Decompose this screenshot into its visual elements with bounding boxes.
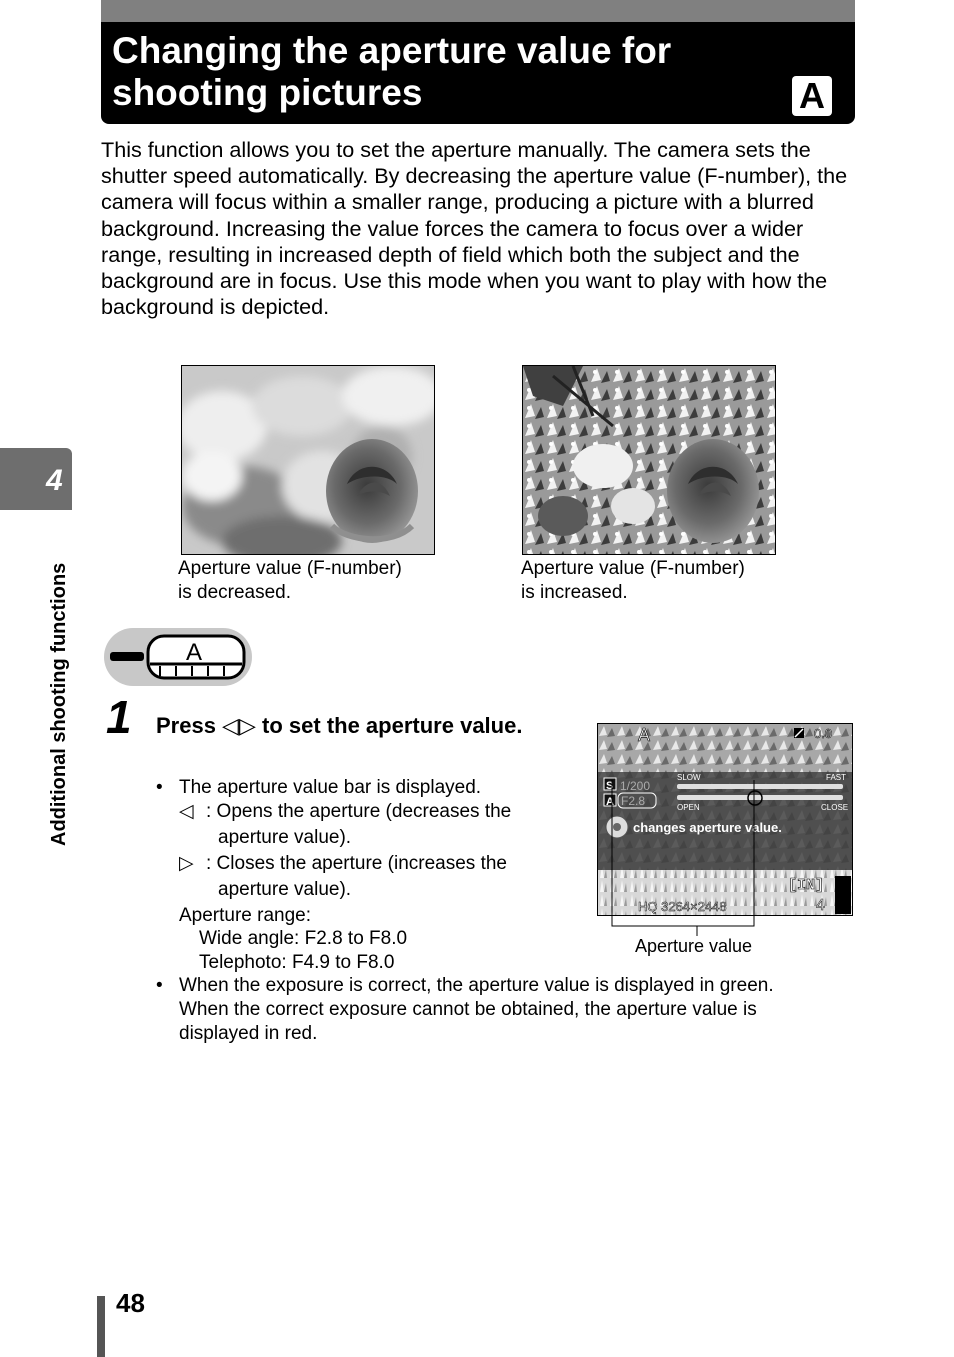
bullet-marker: • (156, 975, 163, 996)
left-arrow-desc-2: aperture value). (218, 827, 352, 848)
caption-line: is decreased. (178, 582, 292, 603)
aperture-mode-icon (792, 76, 832, 116)
aperture-range-label: Aperture range: (179, 905, 312, 926)
screen-slow-label: SLOW (677, 773, 701, 782)
step-number: 1 (106, 691, 132, 743)
right-arrow-desc-2: aperture value). (218, 879, 352, 900)
photo-aperture-decreased (181, 365, 435, 555)
exposure-line: When the correct exposure cannot be obtained, the aperture value is (179, 999, 757, 1020)
left-arrow-icon: ◁ (179, 801, 194, 822)
photo-caption-increased (521, 557, 745, 605)
step-heading (156, 712, 556, 739)
arrow-keys-icon: ◁▷ (222, 713, 256, 738)
dial-letter: A (185, 639, 203, 666)
screen-mode-letter: A (638, 725, 651, 745)
mode-dial-icon (104, 628, 252, 686)
bullet-aperture-bar: The aperture value bar is displayed. (179, 777, 482, 798)
caption-line: is increased. (521, 582, 628, 603)
screen-shutter-label: S (606, 780, 614, 792)
chapter-tab (0, 448, 72, 510)
footer-bar (97, 1296, 105, 1357)
caption-line: Aperture value (F-number) (521, 558, 745, 579)
screen-exposure-comp: 0.0 (814, 726, 833, 741)
photo-caption-decreased (178, 557, 402, 605)
screen-quality: HQ 3264×2448 (638, 899, 727, 914)
exposure-line: displayed in red. (179, 1023, 318, 1044)
screen-aperture-label: A (606, 796, 614, 808)
chapter-label: Additional shooting functions (48, 562, 70, 846)
callout-leader (590, 780, 790, 940)
right-arrow-icon: ▷ (179, 853, 194, 874)
intro-paragraph: This function allows you to set the aperture manually. The camera sets the shutter speed automatically. By decreasing the aperture value (F-number), the camera will focus within a smaller range, producing a picture with a blurred background. Increasing the value forces the camera to focus over a wider range, resulting in increased depth of field which both the subject and the background are in focus. Use this mode when you want to play with how the background is depicted. (101, 137, 848, 320)
bullet-exposure (179, 974, 859, 1046)
step-heading-rest: to set the aperture value. (255, 713, 523, 738)
left-arrow-desc-1: : Opens the aperture (decreases the (206, 801, 512, 822)
mode-badge-letter: A (799, 75, 825, 116)
screen-aperture-value: F2.8 (621, 794, 646, 808)
screen-hint: changes aperture value. (633, 820, 782, 835)
screen-caption: Aperture value (635, 936, 753, 956)
screen-shutter-value: 1/200 (620, 779, 651, 793)
screen-shots: 4 (816, 897, 825, 914)
screen-memory: [IN] (788, 877, 825, 894)
exposure-line: When the exposure is correct, the aperture value is displayed in green. (179, 975, 774, 996)
bullet-marker: • (156, 777, 163, 798)
caption-line: Aperture value (F-number) (178, 558, 402, 579)
page-title: Changing the aperture value for shooting pictures (112, 30, 672, 113)
screen-close-label: CLOSE (821, 803, 849, 812)
right-arrow-desc-1: : Closes the aperture (increases the (206, 853, 507, 874)
aperture-range-tele: Telephoto: F4.9 to F8.0 (199, 952, 395, 973)
aperture-range-wide: Wide angle: F2.8 to F8.0 (199, 928, 408, 949)
photo-aperture-increased (522, 365, 776, 555)
screen-open-label: OPEN (677, 803, 700, 812)
screen-fast-label: FAST (826, 773, 847, 782)
step-heading-press: Press (156, 713, 216, 738)
page-number: 48 (116, 1288, 145, 1318)
title-bar-top (101, 0, 855, 22)
chapter-number: 4 (46, 464, 63, 497)
